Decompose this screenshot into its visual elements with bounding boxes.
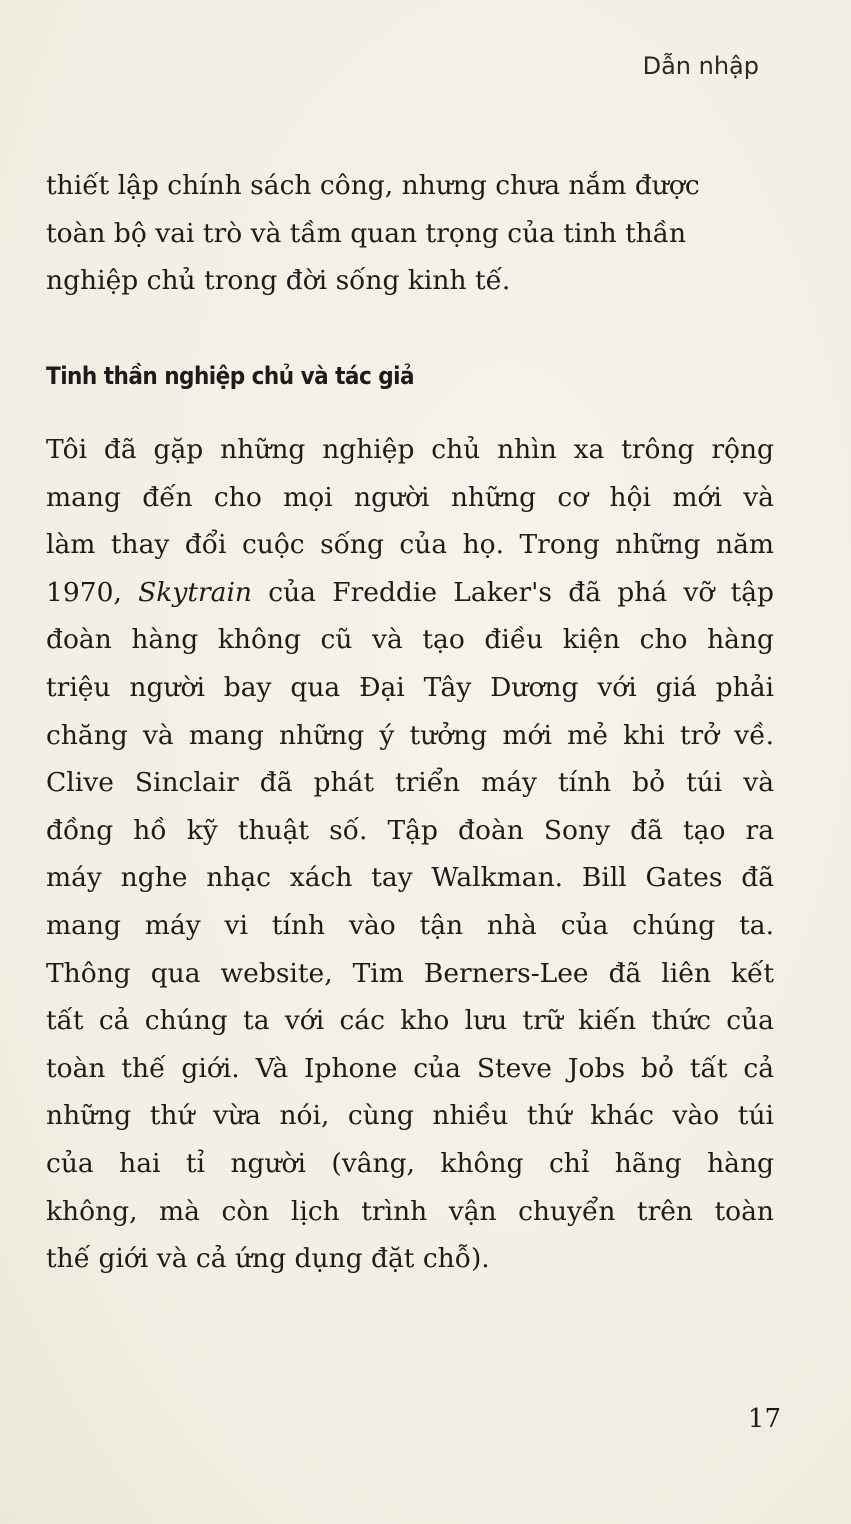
text-line: nghiệp chủ trong đời sống kinh tế. [46,265,511,297]
section-heading: Tinh thần nghiệp chủ và tác giả [46,362,415,390]
text-line-with-italic [46,569,774,617]
text-line: thế giới và cả ứng dụng đặt chỗ). [46,1243,490,1275]
text-line: toàn bộ vai trò và tầm quan trọng của tinh thần [46,217,687,249]
text-line: Clive Sinclair đã phát triển máy tính bỏ túi và [46,767,774,799]
page-number: 17 [747,1404,781,1434]
text-span: của Freddie Laker's đã phá vỡ tập [251,576,774,608]
text-line: chăng và mang những ý tưởng mới mẻ khi trở về. [46,719,774,751]
text-line: đồng hồ kỹ thuật số. Tập đoàn Sony đã tạo ra [46,814,774,846]
text-line: triệu người bay qua Đại Tây Dương với giá phải [46,671,774,703]
text-line: máy nghe nhạc xách tay Walkman. Bill Gates đã [46,862,774,894]
text-line: đoàn hàng không cũ và tạo điều kiện cho hàng [46,624,774,656]
text-line: thiết lập chính sách công, nhưng chưa nắm được [46,170,700,201]
text-line: làm thay đổi cuộc sống của họ. Trong những năm [46,529,774,561]
text-line: không, mà còn lịch trình vận chuyển trên toàn [46,1195,774,1227]
text-line: mang máy vi tính vào tận nhà của chúng ta. [46,909,774,941]
running-header: Dẫn nhập [642,52,759,80]
paragraph-intro [46,162,774,305]
text-line: toàn thế giới. Và Iphone của Steve Jobs bỏ tất cả [46,1052,774,1084]
italic-title: Skytrain [138,576,252,608]
text-line: Thông qua website, Tim Berners-Lee đã liên kết [46,957,774,989]
text-span: 1970, [46,576,139,608]
text-line: mang đến cho mọi người những cơ hội mới và [46,481,774,513]
text-line: những thứ vừa nói, cùng nhiều thứ khác vào túi [46,1100,774,1132]
text-line: tất cả chúng ta với các kho lưu trữ kiến thức của [46,1005,774,1037]
text-line: Tôi đã gặp những nghiệp chủ nhìn xa trông rộng [46,434,774,465]
paragraph-body [46,426,774,1283]
text-line: của hai tỉ người (vâng, không chỉ hãng hàng [46,1147,774,1179]
